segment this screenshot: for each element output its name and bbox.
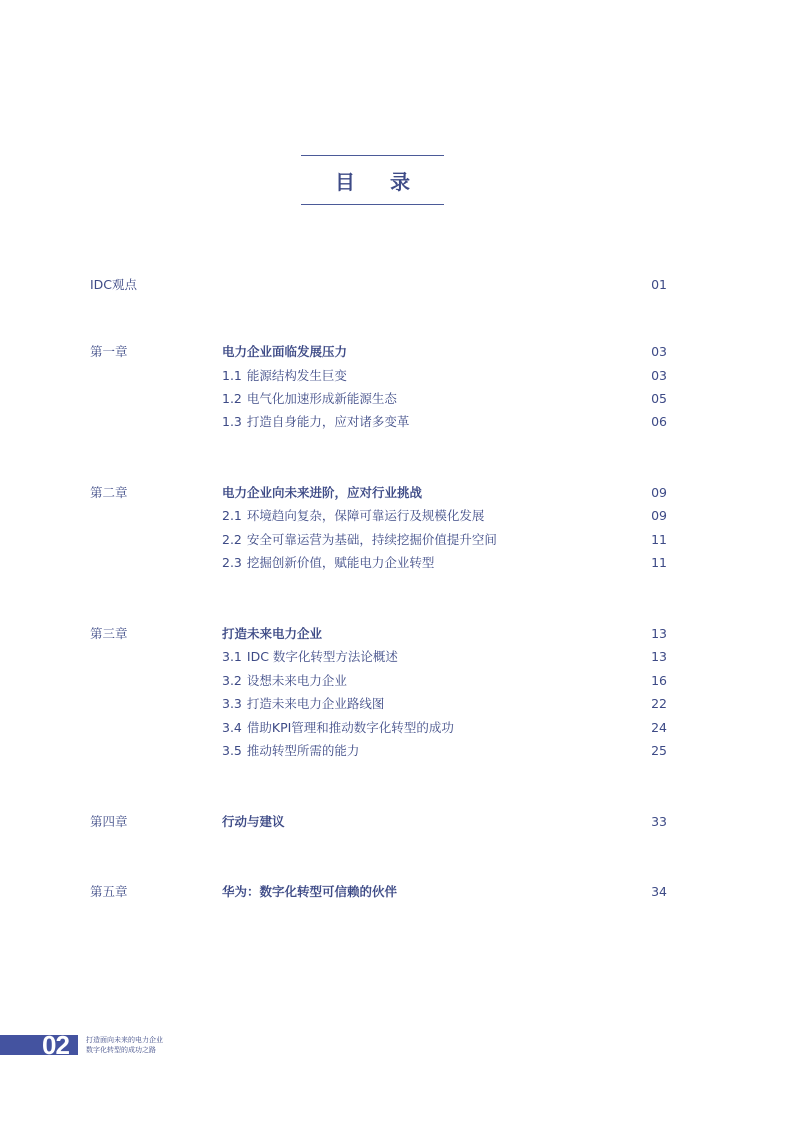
section-title: 设想未来电力企业 [246, 673, 347, 688]
toc-section-3-3[interactable] [0, 695, 799, 713]
footer-page-number: 02 [42, 1030, 69, 1060]
chapter-4-page: 33 [651, 814, 667, 829]
chapter-1-page: 03 [651, 344, 667, 359]
chapter-4-title: 行动与建议 [222, 814, 285, 829]
toc-chapter-5[interactable] [0, 883, 799, 901]
section-page: 13 [651, 649, 667, 664]
section-page: 11 [651, 532, 667, 547]
toc-section-2-1[interactable] [0, 507, 799, 525]
section-number: 2.1 [222, 508, 242, 523]
section-title: IDC 数字化转型方法论概述 [246, 649, 398, 664]
section-number: 3.4 [222, 720, 242, 735]
section-number: 3.3 [222, 696, 242, 711]
title-bottom-rule [301, 204, 444, 205]
section-number: 1.3 [222, 414, 242, 429]
toc-section-2-2[interactable] [0, 531, 799, 549]
section-page: 24 [651, 720, 667, 735]
section-page: 06 [651, 414, 667, 429]
footer-title-line-1: 打造面向未来的电力企业 [86, 1036, 163, 1044]
toc-section-3-2[interactable] [0, 672, 799, 690]
section-page: 16 [651, 673, 667, 688]
toc-section-1-3[interactable] [0, 413, 799, 431]
chapter-5-page: 34 [651, 884, 667, 899]
section-page: 05 [651, 391, 667, 406]
chapter-5-title: 华为：数字化转型可信赖的伙伴 [222, 884, 398, 899]
section-title: 安全可靠运营为基础，持续挖掘价值提升空间 [246, 532, 497, 547]
section-title: 打造自身能力，应对诸多变革 [246, 414, 410, 429]
section-page: 25 [651, 743, 667, 758]
section-title: 环境趋向复杂，保障可靠运行及规模化发展 [246, 508, 485, 523]
section-page: 03 [651, 368, 667, 383]
section-page: 09 [651, 508, 667, 523]
toc-section-1-2[interactable] [0, 390, 799, 408]
toc-section-3-1[interactable] [0, 648, 799, 666]
section-title: 借助KPI管理和推动数字化转型的成功 [246, 720, 454, 735]
toc-chapter-2[interactable] [0, 484, 799, 502]
toc-chapter-1[interactable] [0, 343, 799, 361]
page-title: 目 录 [335, 170, 424, 194]
toc-chapter-3[interactable] [0, 625, 799, 643]
footer-title-line-2: 数字化转型的成功之路 [86, 1046, 156, 1054]
section-title: 推动转型所需的能力 [246, 743, 360, 758]
chapter-3-page: 13 [651, 626, 667, 641]
chapter-3-title: 打造未来电力企业 [222, 626, 323, 641]
section-title: 电气化加速形成新能源生态 [246, 391, 397, 406]
section-number: 2.2 [222, 532, 242, 547]
section-page: 22 [651, 696, 667, 711]
footer-document-title [86, 1035, 163, 1055]
toc-section-2-3[interactable] [0, 554, 799, 572]
section-title: 挖掘创新价值，赋能电力企业转型 [246, 555, 435, 570]
toc-section-1-1[interactable] [0, 367, 799, 385]
toc-entry-idc[interactable] [0, 276, 799, 294]
toc-idc-label: IDC观点 [90, 277, 138, 292]
chapter-1-title: 电力企业面临发展压力 [222, 344, 348, 359]
toc-section-3-4[interactable] [0, 719, 799, 737]
chapter-2-title: 电力企业向未来进阶，应对行业挑战 [222, 485, 423, 500]
chapter-4-label: 第四章 [90, 814, 128, 829]
toc-section-3-5[interactable] [0, 742, 799, 760]
chapter-3-label: 第三章 [90, 626, 128, 641]
title-top-rule [301, 155, 444, 156]
section-title: 打造未来电力企业路线图 [246, 696, 385, 711]
chapter-2-page: 09 [651, 485, 667, 500]
section-number: 2.3 [222, 555, 242, 570]
section-number: 3.2 [222, 673, 242, 688]
section-page: 11 [651, 555, 667, 570]
section-number: 1.1 [222, 368, 242, 383]
section-title: 能源结构发生巨变 [246, 368, 347, 383]
section-number: 3.1 [222, 649, 242, 664]
chapter-2-label: 第二章 [90, 485, 128, 500]
section-number: 1.2 [222, 391, 242, 406]
toc-idc-page: 01 [651, 277, 667, 292]
chapter-5-label: 第五章 [90, 884, 128, 899]
section-number: 3.5 [222, 743, 242, 758]
toc-chapter-4[interactable] [0, 813, 799, 831]
chapter-1-label: 第一章 [90, 344, 128, 359]
